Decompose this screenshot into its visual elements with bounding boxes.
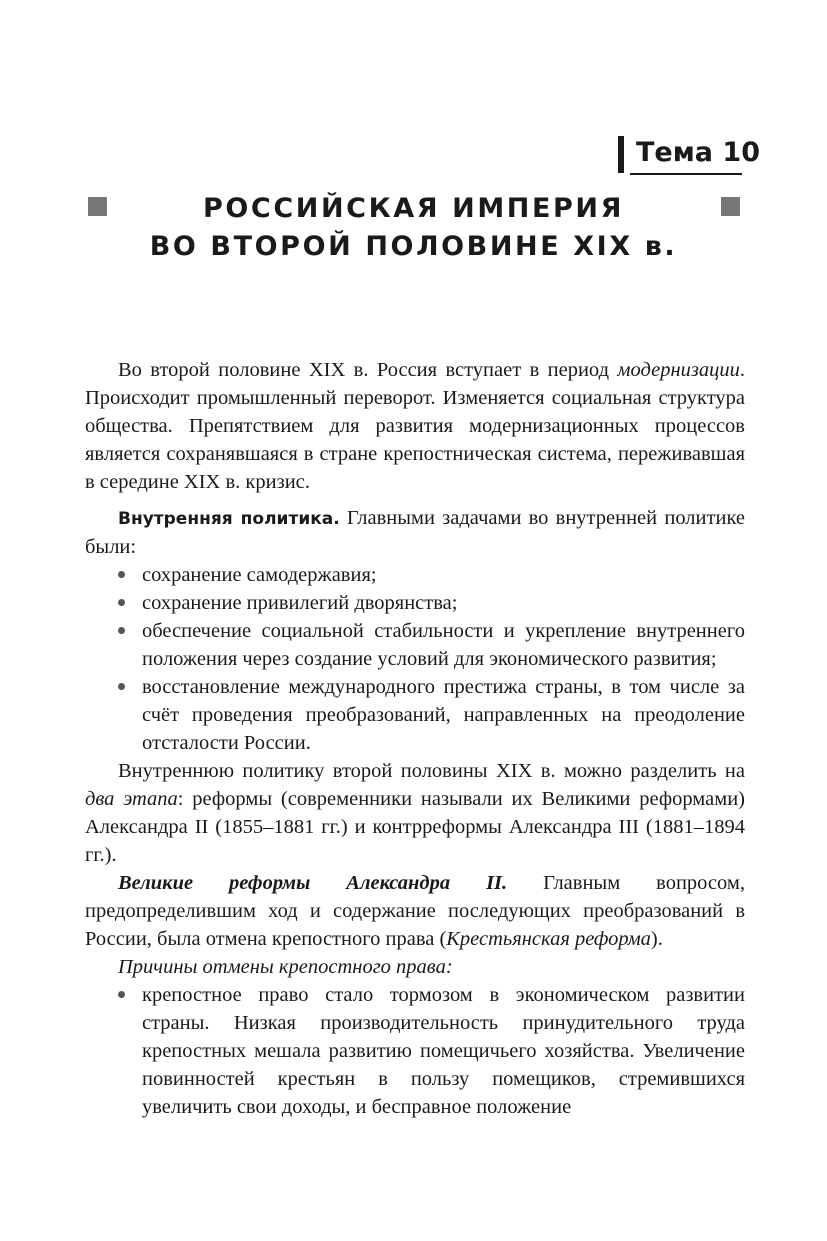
decorative-square-left [88, 197, 107, 216]
chapter-title-line-2: ВО ВТОРОЙ ПОЛОВИНЕ XIX в. [149, 231, 678, 262]
chapter-title-line-1: РОССИЙСКАЯ ИМПЕРИЯ [202, 193, 625, 224]
bullet-icon [118, 627, 125, 634]
chapter-title [120, 190, 707, 266]
stages-term: два этапа [85, 788, 178, 810]
list-item-text: обеспечение социальной стабильности и укрепление внутреннего положения через создание условий для экономического развития; [142, 620, 745, 670]
reforms-heading: Великие реформы Александра II. [118, 872, 508, 894]
reforms-text-continued: ). [650, 928, 663, 950]
intro-text: Во второй половине XIX в. Россия вступает в период [118, 359, 618, 381]
domestic-policy-lead: Главными задачами во внутренней политике были: [85, 507, 745, 558]
bullet-icon [118, 683, 125, 690]
stages-text: Внутреннюю политику второй половины XIX в. можно разделить на [118, 760, 745, 782]
stages-text-continued: : реформы (современники называли их Великими реформами) Александра II (1855–1881 гг.) и контрреформы Александра III (1881–1894 гг.). [85, 788, 745, 866]
reforms-term: Крестьянская реформа [446, 928, 651, 950]
topic-number: Тема 10 [636, 137, 760, 168]
causes-heading: Причины отмены крепостного права: [118, 956, 453, 978]
list-item-text: сохранение привилегий дворянства; [142, 592, 458, 614]
intro-text-continued: . Происходит промышленный переворот. Изменяется социальная структура общества. Препятствием для развития модернизационных процессов является сохранявшаяся в стране крепостническая система, переживавшая в середине XIX в. кризис. [85, 359, 745, 493]
decorative-square-right [721, 197, 740, 216]
bullet-icon [118, 599, 125, 606]
causes-list [85, 981, 745, 1121]
intro-paragraph [85, 356, 745, 496]
list-item-text: крепостное право стало тормозом в экономическом развитии страны. Низкая производительность принудительного труда крепостных мешала развитию помещичьего хозяйства. Увеличение повинностей крестьян в пользу помещиков, стремившихся увеличить свои доходы, и бесправное положение [142, 984, 745, 1118]
reforms-text: Главным вопросом, предопределившим ход и содержание последующих преобразований в России, была отмена крепостного права ( [85, 872, 745, 950]
list-item [142, 673, 745, 757]
list-item [142, 561, 745, 589]
list-item-text: сохранение самодержавия; [142, 564, 377, 586]
list-item-text: восстановление международного престижа страны, в том числе за счёт проведения преобразований, направленных на преодоление отсталости России. [142, 676, 745, 754]
list-item [142, 981, 745, 1121]
reforms-paragraph [85, 869, 745, 953]
intro-term: модернизации [617, 359, 740, 381]
list-item [142, 617, 745, 673]
bullet-icon [118, 571, 125, 578]
topic-underline [630, 173, 742, 175]
topic-label [618, 136, 760, 176]
list-item [142, 589, 745, 617]
domestic-policy-paragraph [85, 504, 745, 561]
stages-paragraph [85, 757, 745, 869]
bullet-icon [118, 991, 125, 998]
domestic-goals-list [85, 561, 745, 757]
page-body [85, 356, 745, 1121]
domestic-policy-heading: Внутренняя политика. [118, 509, 340, 529]
topic-bar [618, 136, 624, 173]
causes-heading-paragraph [85, 953, 745, 981]
